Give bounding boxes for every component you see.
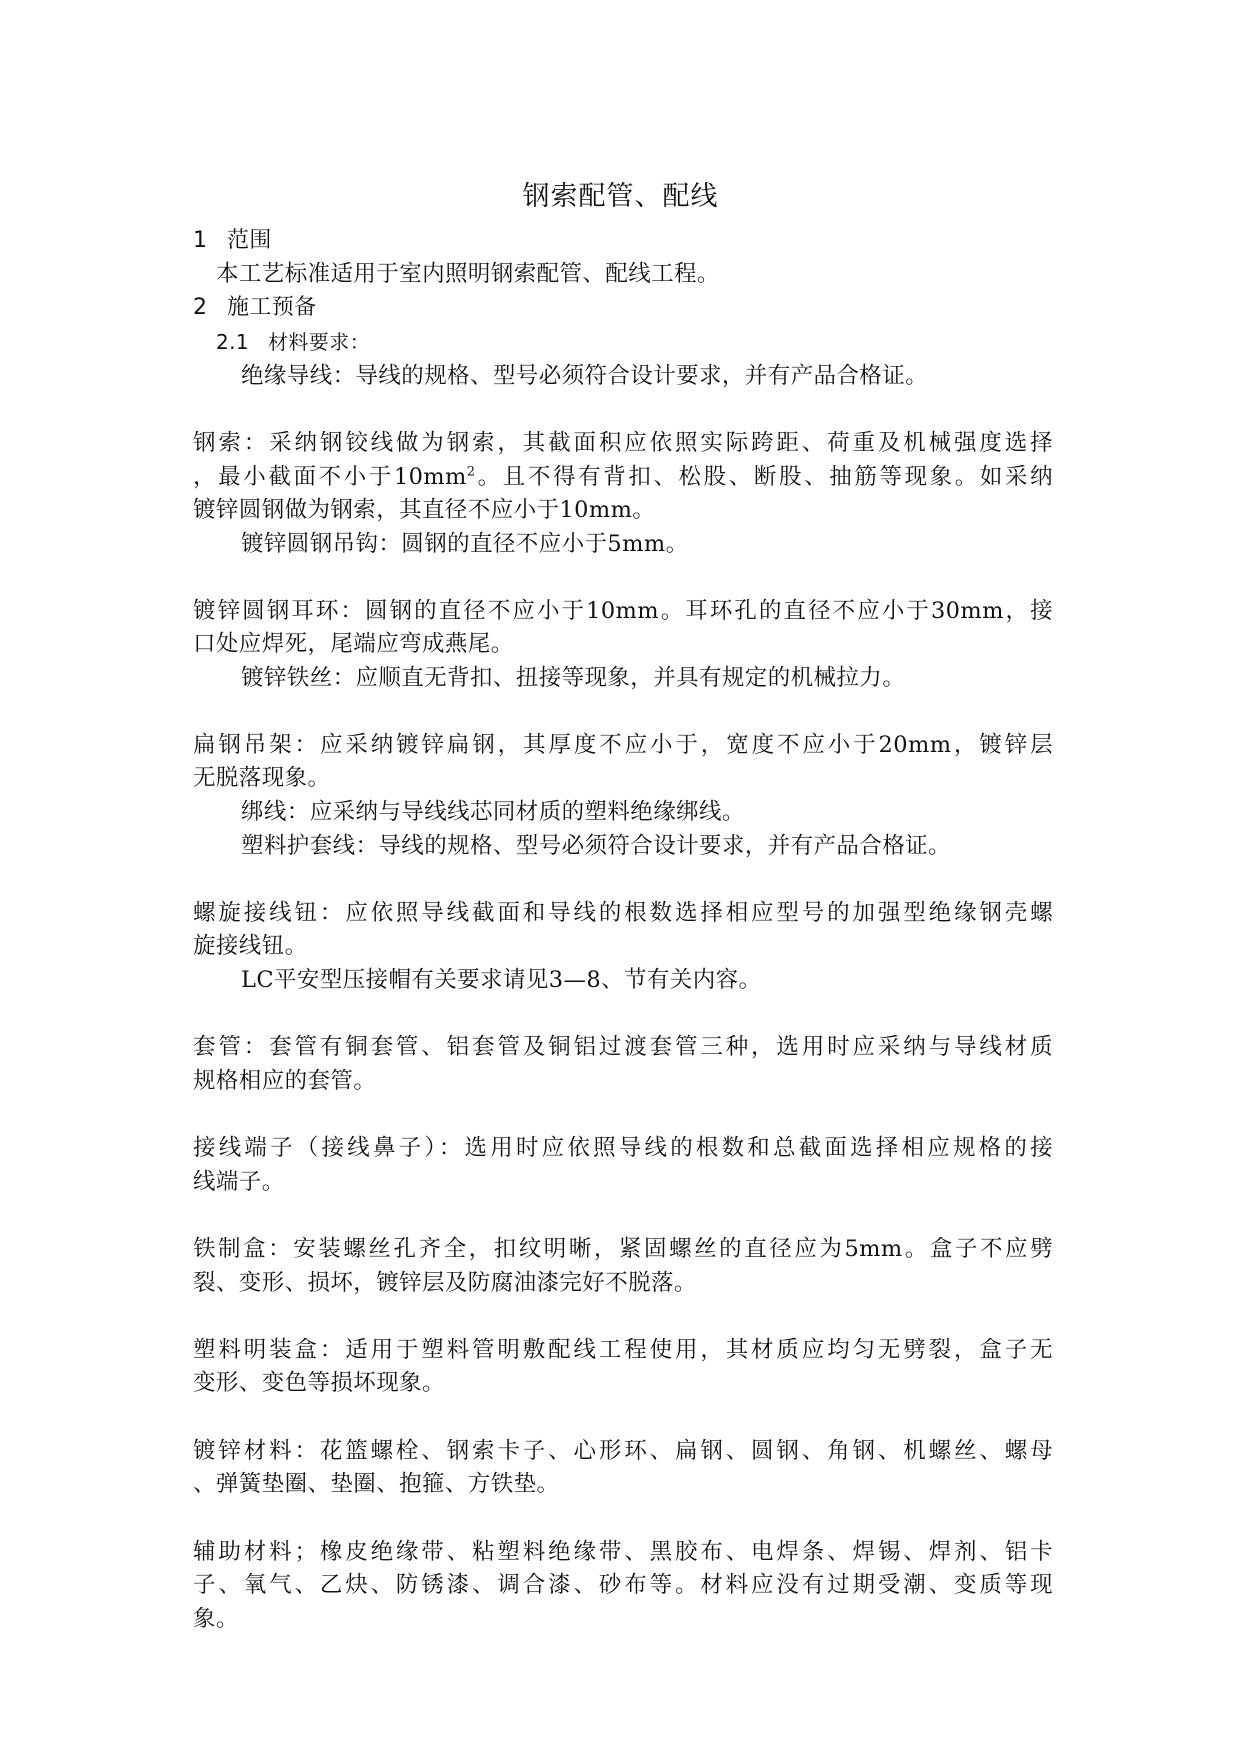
material-galvanized-line2: 、弹簧垫圈、垫圈、抱箍、方铁垫。 [193, 1471, 560, 1497]
material-steel-cable-line1: 钢索：采纳钢铰线做为钢索，其截面积应依照实际跨距、荷重及机械强度选择 [193, 430, 1053, 456]
material-plastic-box-line1: 塑料明装盒：适用于塑料管明敷配线工程使用，其材质应均匀无劈裂，盒子无 [193, 1337, 1053, 1363]
material-auxiliary-line2: 子、氧气、乙炔、防锈漆、调合漆、砂布等。材料应没有过期受潮、变质等现 [193, 1572, 1053, 1598]
scope-paragraph: 本工艺标准适用于室内照明钢索配管、配线工程。 [216, 261, 720, 287]
material-ear-ring-line2: 口处应焊死，尾端应弯成燕尾。 [193, 631, 514, 657]
material-plastic-box-line2: 变形、变色等损坏现象。 [193, 1370, 445, 1396]
material-steel-cable-line3: 镀锌圆钢做为钢索，其直径不应小于10mm。 [193, 497, 656, 523]
material-binding-wire: 绑线：应采纳与导线线芯同材质的塑料绝缘绑线。 [241, 799, 745, 825]
material-sleeve-line1: 套管：套管有铜套管、铝套管及铜铝过渡套管三种，选用时应采纳与导线材质 [193, 1034, 1053, 1060]
text-run: ，最小截面不小于10mm [193, 464, 467, 490]
material-lc-cap: LC平安型压接帽有关要求请见3—8、节有关内容。 [241, 967, 762, 993]
material-spiral-nut-line1: 螺旋接线钮：应依照导线截面和导线的根数选择相应型号的加强型绝缘钢壳螺 [193, 900, 1053, 926]
material-flat-steel-line2: 无脱落现象。 [193, 765, 331, 791]
superscript: 2 [466, 464, 476, 480]
material-iron-wire: 镀锌铁丝：应顺直无背扣、扭接等现象，并具有规定的机械拉力。 [241, 665, 906, 691]
section-title: 施工预备 [227, 295, 317, 320]
subsection-number: 2.1 [216, 330, 250, 354]
material-iron-box-line2: 裂、变形、损坏，镀锌层及防腐油漆完好不脱落。 [193, 1270, 697, 1296]
material-galvanized-line1: 镀锌材料：花篮螺栓、钢索卡子、心形环、扁钢、圆钢、角钢、机螺丝、螺母 [193, 1438, 1053, 1464]
material-steel-cable-line2 [193, 460, 1053, 494]
material-iron-box-line1: 铁制盒：安装螺丝孔齐全，扣纹明晰，紧固螺丝的直径应为5mm。盒子不应劈 [193, 1236, 1053, 1262]
material-auxiliary-line3: 象。 [193, 1606, 239, 1632]
material-terminal-line1: 接线端子（接线鼻子）：选用时应依照导线的根数和总截面选择相应规格的接 [193, 1135, 1053, 1161]
section-number: 1 [193, 228, 208, 253]
material-ear-ring-line1: 镀锌圆钢耳环：圆钢的直径不应小于10mm。耳环孔的直径不应小于30mm，接 [193, 598, 1053, 624]
material-insulated-wire: 绝缘导线：导线的规格、型号必须符合设计要求，并有产品合格证。 [241, 363, 929, 389]
material-spiral-nut-line2: 旋接线钮。 [193, 933, 308, 959]
subsection-title: 材料要求： [268, 330, 370, 354]
material-auxiliary-line1: 辅助材料；橡皮绝缘带、粘塑料绝缘带、黑胶布、电焊条、焊锡、焊剂、铝卡 [193, 1539, 1053, 1565]
section-heading-scope [193, 224, 1053, 258]
material-flat-steel-line1: 扁钢吊架：应采纳镀锌扁钢，其厚度不应小于，宽度不应小于20mm，镀锌层 [193, 732, 1053, 758]
section-number: 2 [193, 295, 208, 320]
material-sheathed-wire: 塑料护套线：导线的规格、型号必须符合设计要求，并有产品合格证。 [241, 833, 951, 859]
text-run: 。且不得有背扣、松股、断股、抽筋等现象。如采纳 [475, 464, 1054, 490]
section-title: 范围 [227, 228, 272, 253]
material-sleeve-line2: 规格相应的套管。 [193, 1068, 377, 1094]
page-title: 钢索配管、配线 [522, 181, 719, 212]
material-terminal-line2: 线端子。 [193, 1169, 285, 1195]
subsection-heading-materials [216, 325, 1076, 359]
material-hook: 镀锌圆钢吊钩：圆钢的直径不应小于5mm。 [241, 531, 689, 557]
section-heading-preparation [193, 291, 1053, 325]
